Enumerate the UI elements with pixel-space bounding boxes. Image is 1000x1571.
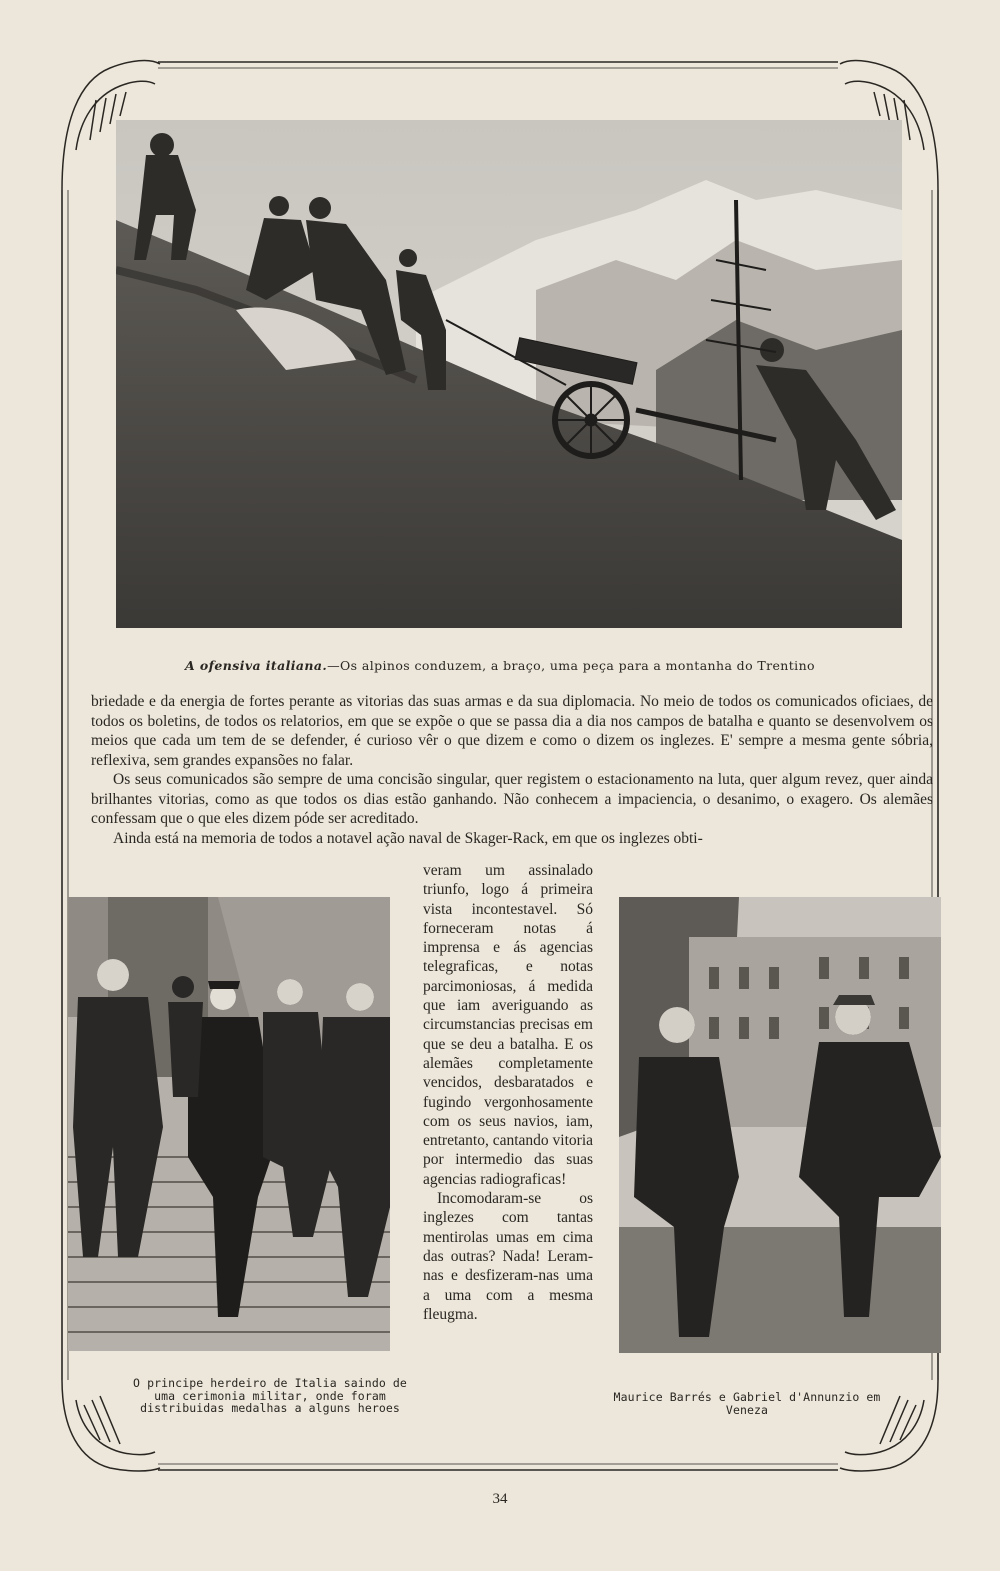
article-paragraph: briedade e da energia de fortes perante as vitorias das suas armas e da sua diplomacia. No meio de todos os comunicados oficiaes, de todos os boletins, de todos os relatorios, em que se expõe o que se passa dia a dia nos campos de batalha e quanto se desenvolvem os meios que cada um tem de se defender, é curioso vêr o que dizem e como o dizem os inglezes. E' sempre a mesma gente sóbria, reflexiva, sem grandes expansões no falar.: [91, 693, 933, 769]
article-paragraph: Os seus comunicados são sempre de uma concisão singular, quer registem o estacionamento na luta, quer algum revez, quer ainda brilhantes vitorias, como as que todos os dias estão ganhando. Não conhecem a impaciencia, o desanimo, o exagero. Os alemães confessam que o que eles dizem póde ser acreditado.: [91, 771, 933, 827]
right-photo-barres-dannunzio: [619, 897, 941, 1353]
right-photo-caption: Maurice Barrés e Gabriel d'Annunzio em Veneza: [613, 1390, 881, 1417]
column-paragraph: Incomodaram-se os inglezes com tantas mentirolas umas em cima das outras? Nada! Leram-nas e desfizeram-nas uma a uma com a mesma fleugma.: [423, 1190, 593, 1323]
left-photo-prince-ceremony: [68, 897, 390, 1351]
article-body-top: [91, 692, 933, 848]
caption-text: —Os alpinos conduzem, a braço, uma peça para a montanha do Trentino: [327, 658, 815, 673]
top-photo-caption: [60, 658, 940, 673]
page-number: 34: [492, 1491, 508, 1507]
article-paragraph: Ainda está na memoria de todos a notavel ação naval de Skager-Rack, em que os inglezes obti-: [113, 829, 703, 847]
column-paragraph: veram um assinalado triunfo, logo á primeira vista incontestavel. Só forneceram notas á imprensa e ás agencias telegraficas, e notas parcimoniosas, á medida que iam averiguando as circumstancias precisas em que se deu a batalha. E os alemães completamente vencidos, desbaratados e fugindo vergonhosamente com os seus navios, iam, entretanto, cantando vitoria por intermedio das suas agencias radiograficas!: [423, 862, 594, 1188]
left-photo-caption: O principe herdeiro de Italia saindo de uma cerimonia militar, onde foram distribuidas medalhas a alguns heroes: [133, 1376, 407, 1415]
top-photo-alpine-artillery: [116, 120, 902, 628]
caption-title: A ofensiva italiana.: [185, 658, 328, 673]
article-body-column: [423, 861, 593, 1324]
